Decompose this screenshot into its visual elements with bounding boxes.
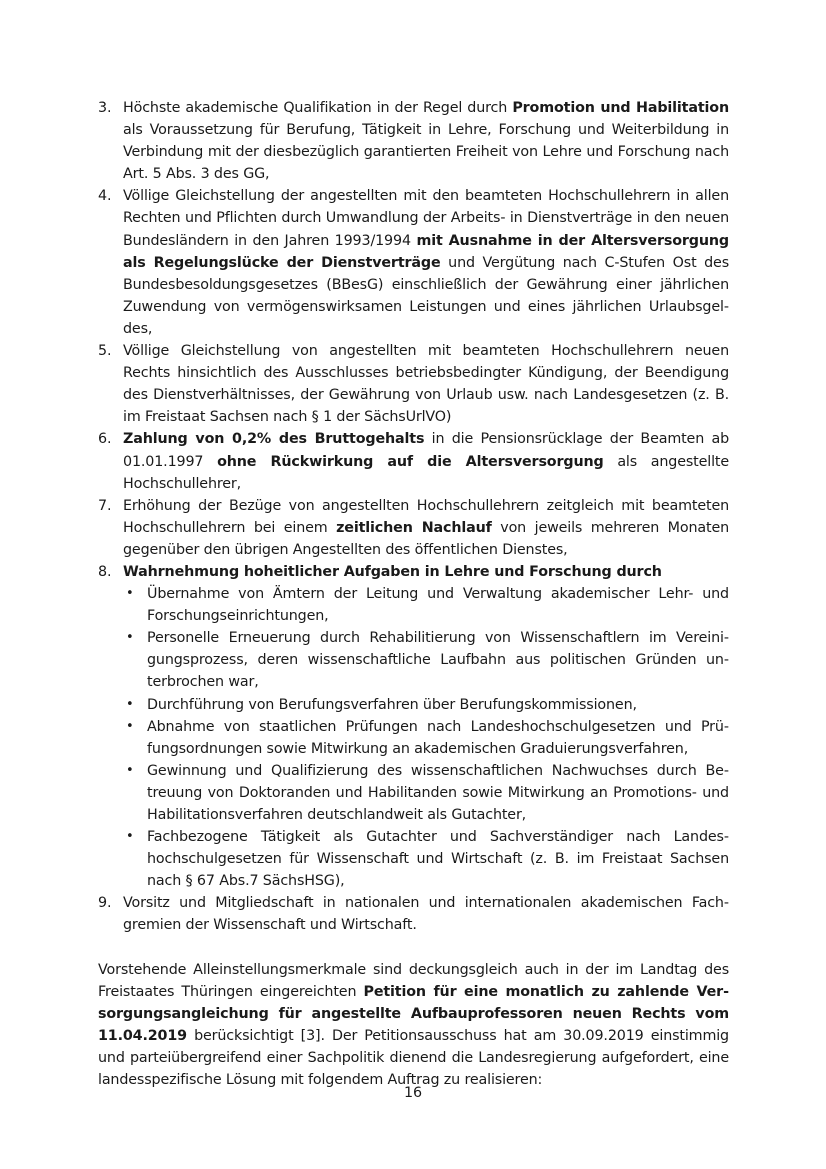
bullet-item-text: Durchführung von Berufungsverfahren über Berufungskommissionen,	[147, 696, 637, 713]
list-item-number: 3.	[98, 100, 112, 116]
bullet-list	[123, 583, 729, 892]
text-run: Höchste akademische Qualifikation in der Regel durch	[123, 100, 513, 116]
text-run: von jeweils mehreren Monaten gegenüber den übrigen Angestellten des öffentlichen Dienstes,	[123, 519, 729, 558]
text-run: Erhöhung der Bezüge von angestellten Hochschullehrern zeitgleich mit beamteten Hochschullehrern bei einem	[123, 497, 729, 536]
page-content	[98, 97, 729, 1091]
text-run: berücksichtigt [3]. Der Petitionsausschuss hat am 30.09.2019 einstimmig und parteiübergreifend einer Sachpolitik dienend die Landesregierung aufgefordert, eine landesspezifische Lösung mit folgendem Auftrag zu realisieren:	[98, 1027, 729, 1089]
list-item-number: 8.	[98, 563, 112, 580]
bullet-icon: •	[126, 586, 134, 602]
text-run: Vorsitz und Mitgliedschaft in nationalen und internationalen akademischen Fachgremien der Wissenschaft und Wirtschaft.	[123, 895, 729, 934]
list-item-text	[123, 340, 729, 428]
list-item-number: 7.	[98, 497, 112, 514]
bullet-item	[123, 583, 729, 627]
list-item-text	[123, 561, 729, 583]
text-run: als angestellte Hochschullehrer,	[123, 453, 729, 492]
list-item	[98, 428, 729, 494]
bullet-item	[123, 760, 729, 826]
list-item	[98, 340, 729, 428]
text-run: und Vergütung nach C-Stufen Ost des Bundesbesoldungsgesetzes (BBesG) einschließlich der Gewährung einer jährlichen Zuwendung von vermögenswirksamen Leistungen und eines jährlichen Urlaubsgeldes,	[123, 254, 730, 337]
list-item	[98, 495, 729, 561]
text-run: als Voraussetzung für Berufung, Tätigkeit in Lehre, Forschung und Weiterbildung in Verbindung mit der diesbezüglich garantierten Freiheit von Lehre und Forschung nach Art. 5 Abs. 3 des GG,	[123, 122, 729, 183]
list-item	[98, 185, 729, 340]
bullet-item-text: Abnahme von staatlichen Prüfungen nach Landeshochschulgesetzen und Prüfungsordnungen sowie Mitwirkung an akademischen Graduierungsverfahren,	[147, 718, 729, 757]
text-run: Völlige Gleichstellung von angestellten mit beamteten Hochschullehrern neuen Rechts hinsichtlich des Ausschlusses betriebsbedingter Kündigung, der Beendigung des Dienstverhältnisses, der Gewährung von Urlaub usw. nach Landesgesetzen (z. B. im Freistaat Sachsen nach § 1 der SächsUrlVO)	[123, 343, 729, 426]
page-number: 16	[404, 1085, 422, 1101]
bullet-item-text: Übernahme von Ämtern der Leitung und Verwaltung akademischer Lehr- und Forschungseinrichtungen,	[147, 586, 729, 625]
list-item	[98, 561, 729, 892]
closing-paragraph	[98, 959, 729, 1092]
numbered-list	[98, 97, 729, 937]
bullet-item	[123, 694, 729, 716]
bold-text: Zahlung von 0,2% des Bruttogehalts	[123, 431, 425, 448]
list-item-number: 6.	[98, 431, 112, 448]
bullet-icon: •	[126, 829, 134, 845]
bold-text: Wahrnehmung hoheitlicher Aufgaben in Lehre und Forschung durch	[123, 563, 662, 580]
bold-text: Promotion und Habilitation	[512, 100, 730, 116]
bullet-icon: •	[126, 696, 134, 712]
list-item-number: 9.	[98, 895, 112, 912]
bullet-item	[123, 826, 729, 892]
list-item-text	[123, 97, 729, 185]
text-run: Völlige Gleichstellung der angestellten mit den beamteten Hochschullehrern in allen Rechten und Pflichten durch Umwandlung der Arbeits- in Dienstverträge in den neuen Bundesländern in den Jahren 1993/1994	[123, 188, 729, 249]
text-run: Vorstehende Alleinstellungsmerkmale sind deckungsgleich auch in der im Landtag des Freistaates Thüringen eingereichten	[98, 961, 729, 1000]
bullet-item	[123, 716, 729, 760]
bullet-icon: •	[126, 630, 134, 646]
list-item-text	[123, 892, 729, 936]
bullet-icon: •	[126, 718, 134, 734]
bold-text: Petition für eine monatlich zu zahlende Versorgungsangleichung für angestellte Aufbauprofessoren neuen Rechts vom 11.04.2019	[98, 983, 729, 1044]
list-item-text	[123, 495, 729, 561]
list-item-text	[123, 428, 729, 494]
bold-text: mit Ausnahme in der Altersversorgung als Regelungslücke der Dienstverträge	[123, 232, 730, 271]
list-item	[98, 97, 729, 185]
bullet-item	[123, 627, 729, 693]
bullet-item-text: Fachbezogene Tätigkeit als Gutachter und Sachverständiger nach Landeshochschulgesetzen für Wissenschaft und Wirtschaft (z. B. im Freistaat Sachsen nach § 67 Abs.7 SächsHSG),	[147, 829, 729, 890]
list-item-text	[123, 185, 729, 340]
bullet-item-text: Personelle Erneuerung durch Rehabilitierung von Wissenschaftlern im Vereinigungsprozess, deren wissenschaftliche Laufbahn aus politischen Gründen unterbrochen war,	[147, 630, 729, 691]
list-item-number: 5.	[98, 343, 112, 360]
bold-text: ohne Rückwirkung auf die Altersversorgung	[217, 453, 604, 470]
list-item-number: 4.	[98, 188, 112, 205]
bold-text: zeitlichen Nachlauf	[336, 519, 492, 536]
bullet-item-text: Gewinnung und Qualifizierung des wissenschaftlichen Nachwuchses durch Betreuung von Doktoranden und Habilitanden sowie Mitwirkung an Promotions- und Habilitationsverfahren deutschlandweit als Gutachter,	[147, 762, 729, 823]
text-run: in die Pensionsrücklage der Beamten ab 01.01.1997	[123, 431, 729, 470]
list-item	[98, 892, 729, 936]
bullet-icon: •	[126, 762, 134, 778]
